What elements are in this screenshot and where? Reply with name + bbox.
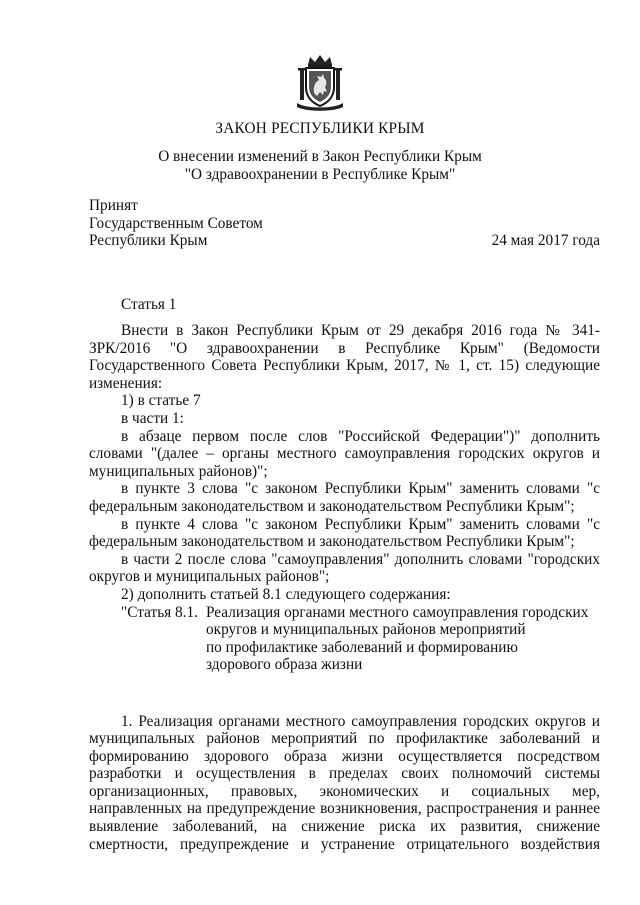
- subtitle-line: "О здравоохранении в Республике Крым": [184, 165, 456, 183]
- new-section-title-line: Реализация органами местного самоуправления городских: [206, 603, 589, 621]
- adoption-line: Государственным Советом: [89, 214, 263, 232]
- paragraph-b: в пункте 3 слова "с законом Республики Крым" заменить словами "с федеральным законодательством и законодательством Республики Крым";: [89, 480, 600, 515]
- new-section-title-line: округов и муниципальных районов мероприятий: [206, 621, 526, 639]
- item-1: 1) в статье 7: [121, 392, 201, 410]
- adoption-date: 24 мая 2017 года: [491, 232, 600, 249]
- law-title: ЗАКОН РЕСПУБЛИКИ КРЫМ: [215, 120, 425, 137]
- point-1: 1. Реализация органами местного самоуправления городских округов и муниципальных районов мероприятий по профилактике заболеваний и формированию здорового образа жизни осуществляется посредством разработки и осуществления в пределах своих полномочий системы организационных, правовых, экономических и социальных мер, направленных на предупреждение возникновения, распространения и раннее выявление заболеваний, на снижение риска их развития, снижение смертности, предупреждение и устранение отрицательного воздействия: [89, 712, 600, 853]
- article-body: [89, 322, 600, 853]
- new-section-title-line: по профилактике заболеваний и формированию: [206, 638, 518, 656]
- new-section-number: "Статья 8.1.: [121, 603, 198, 621]
- part-1: в части 1:: [121, 409, 184, 427]
- article-intro: Внести в Закон Республики Крым от 29 декабря 2016 года № 341-ЗРК/2016 "О здравоохранении в Республике Крым" (Ведомости Государственного Совета Республики Крым, 2017, № 1, ст. 15) следующие изменения:: [89, 322, 600, 392]
- law-subtitle: [0, 148, 640, 183]
- paragraph-c: в пункте 4 слова "с законом Республики Крым" заменить словами "с федеральным законодательством и законодательством Республики Крым";: [89, 515, 600, 551]
- paragraph-d: в части 2 после слова "самоуправления" дополнить словами "городских округов и муниципальных районов";: [89, 550, 600, 586]
- item-2: 2) дополнить статьей 8.1 следующего содержания:: [121, 585, 451, 603]
- subtitle-line: О внесении изменений в Закон Республики Крым: [158, 148, 482, 165]
- adoption-line: Принят: [89, 197, 138, 214]
- new-section-heading: [89, 604, 600, 692]
- crimea-coat-of-arms-icon: [296, 53, 344, 111]
- section-gap: [89, 692, 600, 713]
- new-section-title: [206, 604, 606, 674]
- paragraph-a: в абзаце первом после слов "Российской Федерации")" дополнить словами "(далее – органы местного самоуправления городских округов и муниципальных районов)";: [89, 427, 600, 480]
- new-section-title-line: здорового образа жизни: [206, 656, 363, 674]
- adoption-block: [89, 197, 263, 250]
- article-heading: Статья 1: [121, 296, 177, 313]
- adoption-line: Республики Крым: [89, 232, 208, 250]
